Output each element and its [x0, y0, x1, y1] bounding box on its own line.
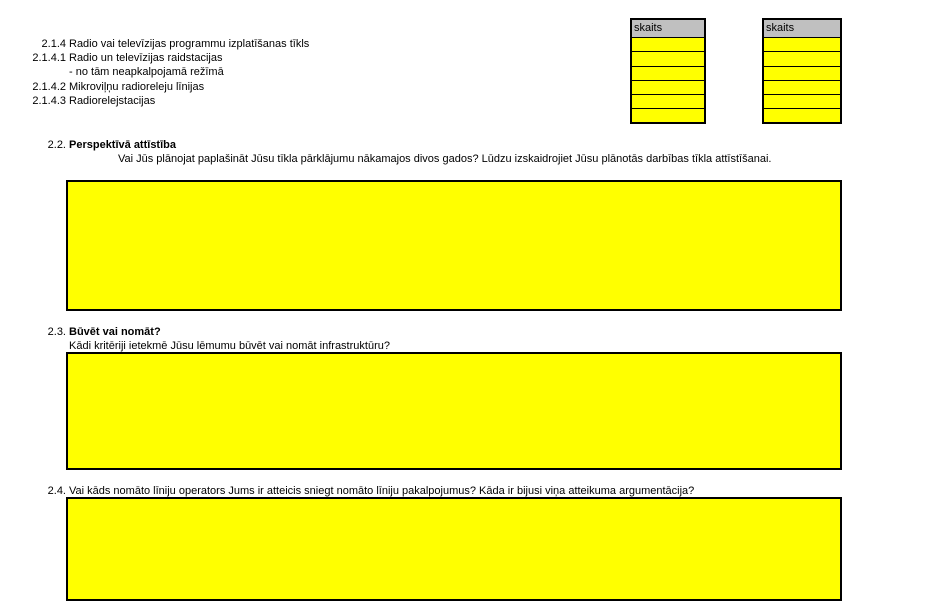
count-input-cell[interactable] — [632, 81, 704, 95]
count-table-1 — [630, 18, 706, 124]
row-label: Radio vai televīzijas programmu izplatīšanas tīkls — [69, 38, 310, 50]
count-table-2 — [762, 18, 842, 124]
table-header: skaits — [764, 20, 840, 38]
count-input-cell[interactable] — [632, 95, 704, 109]
count-input-cell[interactable] — [764, 38, 840, 52]
count-input-cell[interactable] — [764, 81, 840, 95]
answer-box-2-2[interactable] — [66, 180, 842, 311]
row-label: Mikroviļņu radioreleju līnijas — [69, 81, 205, 93]
section-question: Kādi kritēriji ietekmē Jūsu lēmumu būvēt vai nomāt infrastruktūru? — [69, 340, 390, 352]
row-number: 2.1.4 — [41, 38, 66, 50]
row-number: 2.1.4.1 — [32, 52, 66, 64]
section-number: 2.3. — [47, 326, 66, 338]
count-input-cell[interactable] — [632, 67, 704, 81]
section-question: Vai kāds nomāto līniju operators Jums ir atteicis sniegt nomāto līniju pakalpojumus? Kāda ir bijusi viņa atteikuma argumentācija? — [69, 485, 695, 497]
row-label: - no tām neapkalpojamā režīmā — [69, 66, 224, 78]
count-input-cell[interactable] — [764, 95, 840, 109]
section-title: Perspektīvā attīstība — [69, 139, 176, 151]
count-input-cell[interactable] — [632, 109, 704, 123]
table-header: skaits — [632, 20, 704, 38]
count-input-cell[interactable] — [632, 52, 704, 66]
row-number: 2.1.4.2 — [32, 81, 66, 93]
section-number: 2.4. — [47, 485, 66, 497]
count-input-cell[interactable] — [764, 67, 840, 81]
section-question: Vai Jūs plānojat paplašināt Jūsu tīkla pārklājumu nākamajos divos gados? Lūdzu izskaidrojiet Jūsu plānotās darbības tīkla attīstīšanai. — [118, 153, 772, 165]
count-input-cell[interactable] — [764, 52, 840, 66]
row-number: 2.1.4.3 — [32, 95, 66, 107]
section-number: 2.2. — [47, 139, 66, 151]
section-title: Būvēt vai nomāt? — [69, 326, 161, 338]
answer-box-2-4[interactable] — [66, 497, 842, 601]
answer-box-2-3[interactable] — [66, 352, 842, 470]
row-label: Radiorelejstacijas — [69, 95, 156, 107]
count-input-cell[interactable] — [632, 38, 704, 52]
row-label: Radio un televīzijas raidstacijas — [69, 52, 223, 64]
count-input-cell[interactable] — [764, 109, 840, 123]
